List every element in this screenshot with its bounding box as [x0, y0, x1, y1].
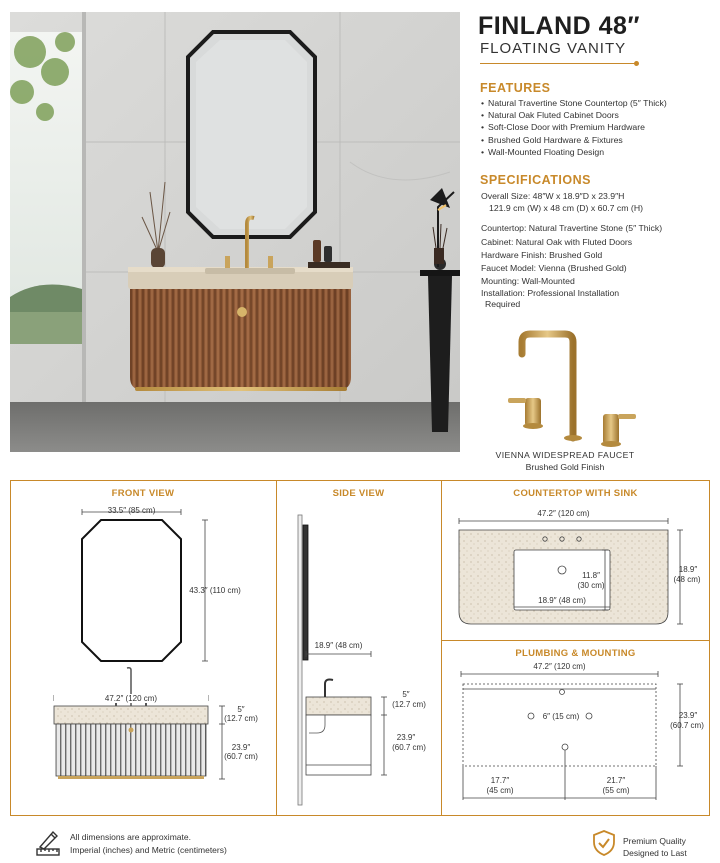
dim-top-height: 5″: [237, 705, 245, 714]
spec-installation-cont: Required: [485, 299, 521, 309]
dim-cabinet-height: 23.9″: [231, 743, 251, 752]
product-photo: [10, 12, 460, 452]
feature-item: • Natural Oak Fluted Cabinet Doors: [481, 109, 667, 121]
spec-mounting: Mounting: Wall-Mounted: [481, 276, 575, 286]
dim-side-top-height-metric: (12.7 cm): [392, 700, 426, 709]
spec-installation: Installation: Professional Installation: [481, 288, 620, 298]
plumbing-heading: PLUMBING & MOUNTING: [515, 648, 636, 659]
spec-hardware: Hardware Finish: Brushed Gold: [481, 250, 603, 260]
faucet-caption-finish: Brushed Gold Finish: [525, 462, 605, 472]
dim-countertop-depth-metric: (48 cm): [673, 575, 701, 584]
spec-countertop: Countertop: Natural Travertine Stone (5″ Thick): [481, 223, 663, 233]
dim-countertop-depth: 18.9″: [678, 565, 698, 574]
product-subtitle: FLOATING VANITY: [480, 40, 627, 57]
feature-item: • Brushed Gold Hardware & Fixtures: [481, 134, 667, 146]
dim-cabinet-height-metric: (60.7 cm): [224, 752, 258, 761]
dim-side-cabinet-height-metric: (60.7 cm): [392, 743, 426, 752]
dim-hole-spacing: 6″ (15 cm): [542, 712, 580, 721]
specifications-heading: SPECIFICATIONS: [480, 173, 591, 187]
shield-check-icon: [592, 829, 616, 857]
product-title: FINLAND 48″: [478, 12, 640, 40]
ruler-pencil-icon: [34, 828, 62, 858]
dim-countertop-width: 47.2″ (120 cm): [537, 509, 590, 518]
front-view-heading: FRONT VIEW: [111, 488, 175, 499]
dim-sink-depth-metric: (30 cm): [577, 581, 605, 590]
dim-top-height-metric: (12.7 cm): [224, 714, 258, 723]
feature-item: • Wall-Mounted Floating Design: [481, 146, 667, 158]
dim-mirror-height: 43.3″ (110 cm): [189, 586, 241, 595]
side-view-heading: SIDE VIEW: [332, 488, 385, 499]
footer-quality: Premium Quality: [623, 836, 686, 846]
footer-note: All dimensions are approximate.: [70, 832, 191, 842]
footer-note-units: Imperial (inches) and Metric (centimeters): [70, 845, 227, 855]
spec-faucet: Faucet Model: Vienna (Brushed Gold): [481, 263, 627, 273]
dim-side-depth: 18.9″ (48 cm): [314, 641, 363, 650]
dim-sink-width: 18.9″ (48 cm): [538, 596, 586, 605]
faucet-image: [500, 328, 650, 448]
dim-plumbing-width: 47.2″ (120 cm): [533, 662, 586, 671]
footer-quality-tagline: Designed to Last: [623, 848, 687, 858]
dim-side-cabinet-height: 23.9″: [396, 733, 416, 742]
dim-mount-height-metric: (60.7 cm): [670, 721, 704, 730]
dim-mount-height: 23.9″: [678, 711, 698, 720]
countertop-heading: COUNTERTOP WITH SINK: [513, 488, 638, 499]
header-divider-dot: [634, 61, 639, 66]
dim-sink-depth: 11.8″: [582, 571, 600, 580]
spec-overall-metric: 121.9 cm (W) x 48 cm (D) x 60.7 cm (H): [489, 203, 643, 213]
dim-left-offset: 17.7″: [490, 776, 510, 785]
dim-right-offset-metric: (55 cm): [602, 786, 630, 795]
faucet-caption-name: VIENNA WIDESPREAD FAUCET: [495, 450, 635, 460]
feature-item: • Soft-Close Door with Premium Hardware: [481, 121, 667, 133]
dim-vanity-width: 47.2″ (120 cm): [54, 694, 208, 703]
dim-mirror-width: 33.5″ (85 cm): [107, 506, 156, 515]
header-divider: [480, 63, 635, 64]
spec-cabinet: Cabinet: Natural Oak with Fluted Doors: [481, 237, 633, 247]
features-heading: FEATURES: [480, 81, 551, 95]
dim-left-offset-metric: (45 cm): [486, 786, 514, 795]
dim-side-top-height: 5″: [402, 690, 410, 699]
feature-item: • Natural Travertine Stone Countertop (5″ Thick): [481, 97, 667, 109]
features-list: [481, 97, 667, 158]
spec-overall-size: Overall Size: 48″W x 18.9″D x 23.9″H: [481, 191, 625, 201]
dim-right-offset: 21.7″: [606, 776, 626, 785]
